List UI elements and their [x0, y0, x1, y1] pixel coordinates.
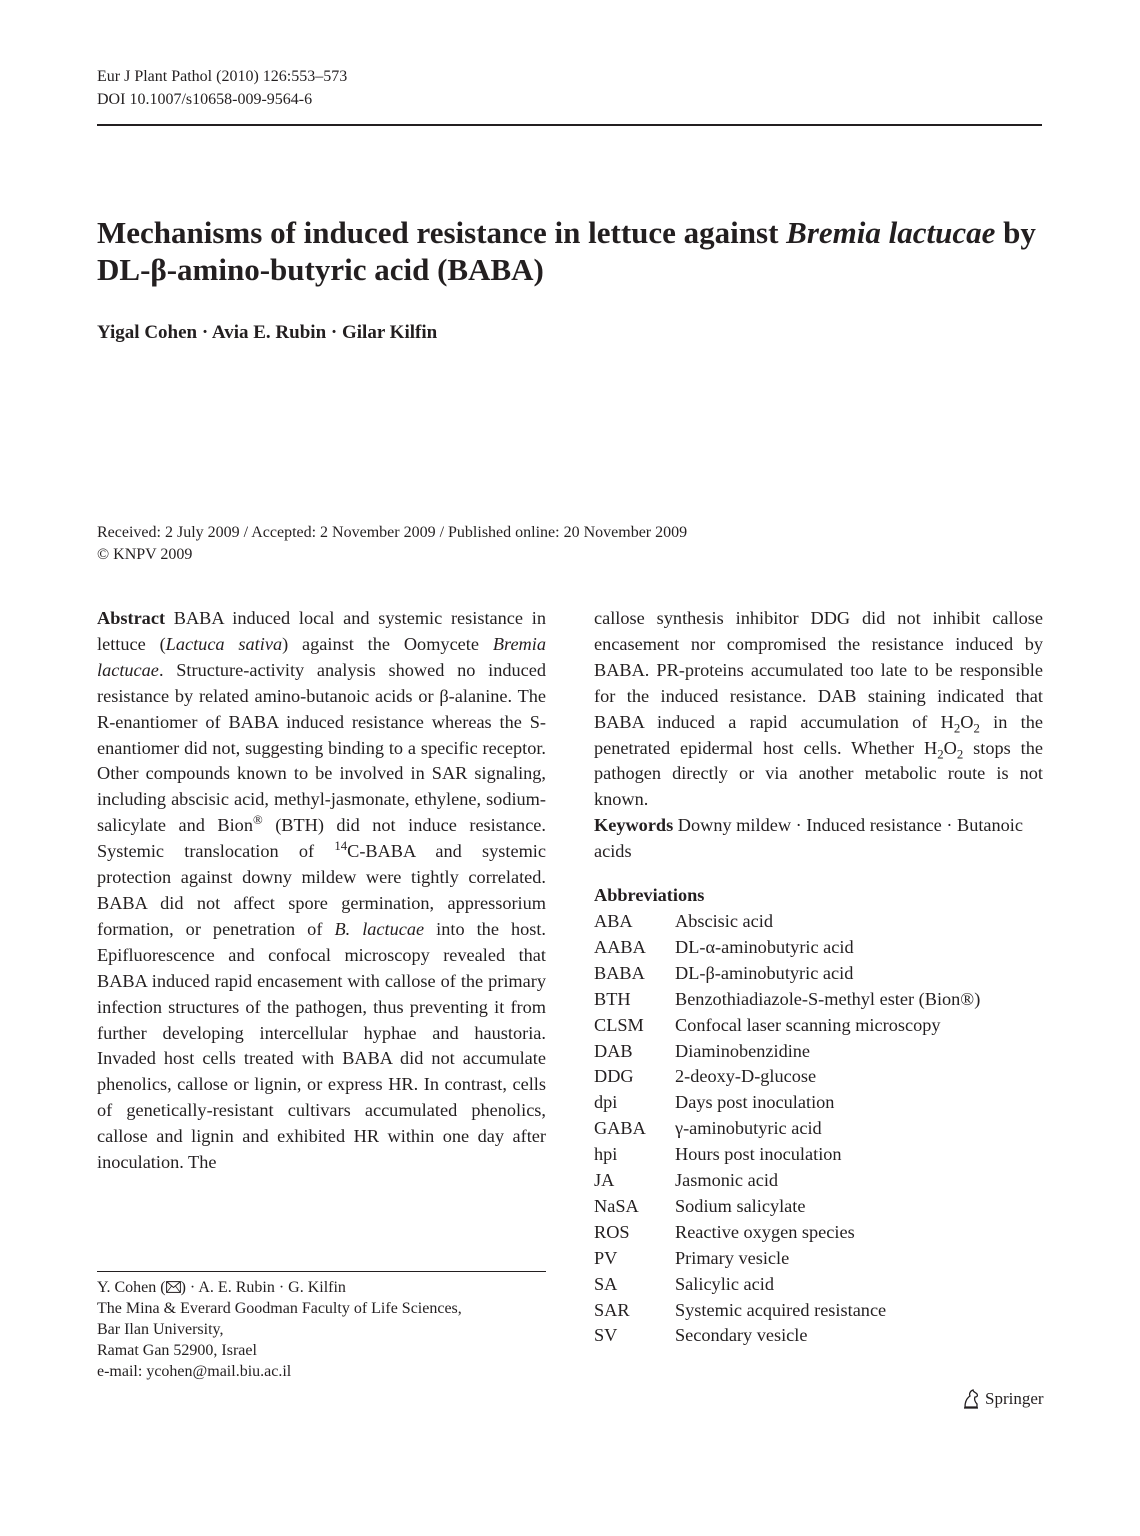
abbreviation-definition: Primary vesicle: [675, 1247, 790, 1268]
abbreviation-row: [594, 961, 1043, 987]
abbreviation-row: [594, 987, 1043, 1013]
right-column: [594, 606, 1043, 1349]
abstract-continued: callose synthesis inhibitor DDG did not inhibit callose encasement nor compromised the resistance induced by BABA. PR-proteins accumulated too late to be responsible for the induced resistance. DAB staining indicated that BABA induced a rapid accumulation of $H_2O_2$ in the penetrated epidermal host cells. Whether $H_2O_2$ stops the pathogen directly or via another metabolic route is not known.: [594, 608, 1043, 810]
abbreviation-row: [594, 1323, 1043, 1349]
abbreviation-row: [594, 1168, 1043, 1194]
abbreviation-definition: Confocal laser scanning microscopy: [675, 1014, 941, 1035]
abbreviation-row: [594, 1039, 1043, 1065]
abbreviation-row: [594, 1142, 1043, 1168]
abbreviations-heading: Abbreviations: [594, 885, 705, 906]
abbreviation-definition: Sodium salicylate: [675, 1195, 806, 1216]
abbreviation-row: [594, 1298, 1043, 1324]
author: Gilar Kilfin: [341, 322, 438, 343]
abbreviation-term: JA: [594, 1170, 615, 1191]
abbreviation-row: [594, 1064, 1043, 1090]
publication-dates: [97, 522, 687, 566]
abstract: Abstract BABA induced local and systemic resistance in lettuce (Lactuca sativa) against the Oomycete Bremia lactucae. Structure-activity analysis showed no induced resistance by related amino-butanoic acids or β-alanine. The R-enantiomer of BABA induced resistance whereas the S-enantiomer did not, suggesting binding to a specific receptor. Other compounds known to be involved in SAR signaling, including abscisic acid, methyl-jasmonate, ethylene, sodium-salicylate and Bion® (BTH) did not induce resistance. Systemic translocation of $^{14}$C-BABA and systemic protection against downy mildew were tightly correlated. BABA did not affect spore germination, appressorium formation, or penetration of B. lactucae into the host. Epifluorescence and confocal microscopy revealed that BABA induced rapid encasement with callose of the primary infection structures of the pathogen, thus preventing it from further developing intercellular hyphae and haustoria. Invaded host cells treated with BABA did not accumulate phenolics, callose or lignin, or express HR. In contrast, cells of genetically-resistant cultivars accumulated phenolics, callose and lignin and exhibited HR within one day after inoculation. The: [97, 608, 547, 1173]
footnote-rule: [97, 1271, 546, 1272]
abbreviation-definition: Jasmonic acid: [675, 1170, 779, 1191]
abbreviation-term: ROS: [594, 1221, 630, 1242]
keywords: Keywords Downy mildew · Induced resistance · Butanoic acids: [594, 815, 1023, 862]
abbreviation-definition: DL-β-aminobutyric acid: [675, 962, 854, 983]
envelope-icon: [166, 1281, 181, 1293]
abbreviation-definition: Diaminobenzidine: [675, 1040, 811, 1061]
abbreviation-definition: Salicylic acid: [675, 1273, 774, 1294]
affiliation-line: Bar Ilan University,: [97, 1321, 224, 1338]
abbreviation-term: BTH: [594, 988, 631, 1009]
abbreviation-definition: Secondary vesicle: [675, 1325, 808, 1346]
abbreviation-row: [594, 935, 1043, 961]
affiliation-line: The Mina & Everard Goodman Faculty of Life Sciences,: [97, 1300, 462, 1317]
springer-horse-icon: [962, 1389, 980, 1409]
abbreviation-row: [594, 1090, 1043, 1116]
affiliation-line: Ramat Gan 52900, Israel: [97, 1342, 257, 1359]
abbreviation-term: DAB: [594, 1040, 633, 1061]
header-rule: [97, 124, 1042, 126]
abbreviation-term: BABA: [594, 962, 645, 983]
abbreviation-row: [594, 1272, 1043, 1298]
abbreviation-definition: Benzothiadiazole-S-methyl ester (Bion®): [675, 988, 981, 1009]
corresponding-authors: Y. Cohen ( ) · A. E. Rubin · G. Kilfin: [97, 1279, 346, 1296]
doi: DOI 10.1007/s10658-009-9564-6: [97, 91, 313, 108]
copyright: © KNPV 2009: [97, 546, 193, 563]
abbreviation-definition: Abscisic acid: [675, 910, 773, 931]
h2o2-formula: $H_2O_2$: [924, 737, 964, 762]
abbreviation-term: GABA: [594, 1118, 646, 1139]
abbreviation-row: [594, 1116, 1043, 1142]
abstract-column: [97, 606, 546, 1176]
abbreviation-term: ABA: [594, 910, 633, 931]
abbreviation-definition: Systemic acquired resistance: [675, 1299, 887, 1320]
authors: Yigal Cohen · Avia E. Rubin · Gilar Kilfin: [97, 322, 438, 343]
abbreviation-term: SV: [594, 1325, 618, 1346]
abbreviation-term: DDG: [594, 1066, 634, 1087]
abbreviation-definition: Days post inoculation: [675, 1092, 835, 1113]
keywords-label: Keywords: [594, 815, 674, 836]
publisher-name: Springer: [985, 1389, 1044, 1408]
publisher-logo: [962, 1389, 1044, 1409]
abbreviation-term: SA: [594, 1273, 618, 1294]
journal-citation: Eur J Plant Pathol (2010) 126:553–573: [97, 68, 348, 85]
abbreviation-row: [594, 1220, 1043, 1246]
abbreviation-row: [594, 1013, 1043, 1039]
abbreviation-term: CLSM: [594, 1014, 644, 1035]
abbreviation-term: SAR: [594, 1299, 630, 1320]
abbreviation-term: NaSA: [594, 1195, 639, 1216]
abbreviation-row: [594, 1194, 1043, 1220]
author: Avia E. Rubin: [211, 322, 327, 343]
abbreviation-definition: Hours post inoculation: [675, 1144, 842, 1165]
abbreviation-term: AABA: [594, 936, 646, 957]
h2o2-formula: $H_2O_2$: [940, 711, 980, 736]
abstract-label: Abstract: [97, 608, 166, 628]
abbreviation-definition: 2-deoxy-D-glucose: [675, 1066, 817, 1087]
abbreviation-definition: Reactive oxygen species: [675, 1221, 855, 1242]
abbreviation-term: PV: [594, 1247, 618, 1268]
abbreviation-row: [594, 1246, 1043, 1272]
abbreviation-definition: γ-aminobutyric acid: [675, 1118, 822, 1139]
history-line: Received: 2 July 2009 / Accepted: 2 November 2009 / Published online: 20 November 2009: [97, 524, 688, 541]
paper-title: Mechanisms of induced resistance in lettuce against Bremia lactucae by DL-β-amino-butyric acid (BABA): [97, 215, 1036, 287]
abbreviation-definition: DL-α-aminobutyric acid: [675, 936, 854, 957]
author-footnote: [97, 1277, 462, 1382]
abbreviation-term: hpi: [594, 1144, 618, 1165]
author: Yigal Cohen: [97, 322, 198, 343]
abbreviation-row: [594, 909, 1043, 935]
abbreviation-term: dpi: [594, 1092, 618, 1113]
email: e-mail: ycohen@mail.biu.ac.il: [97, 1363, 292, 1380]
abbreviations-list: [594, 909, 1043, 1349]
